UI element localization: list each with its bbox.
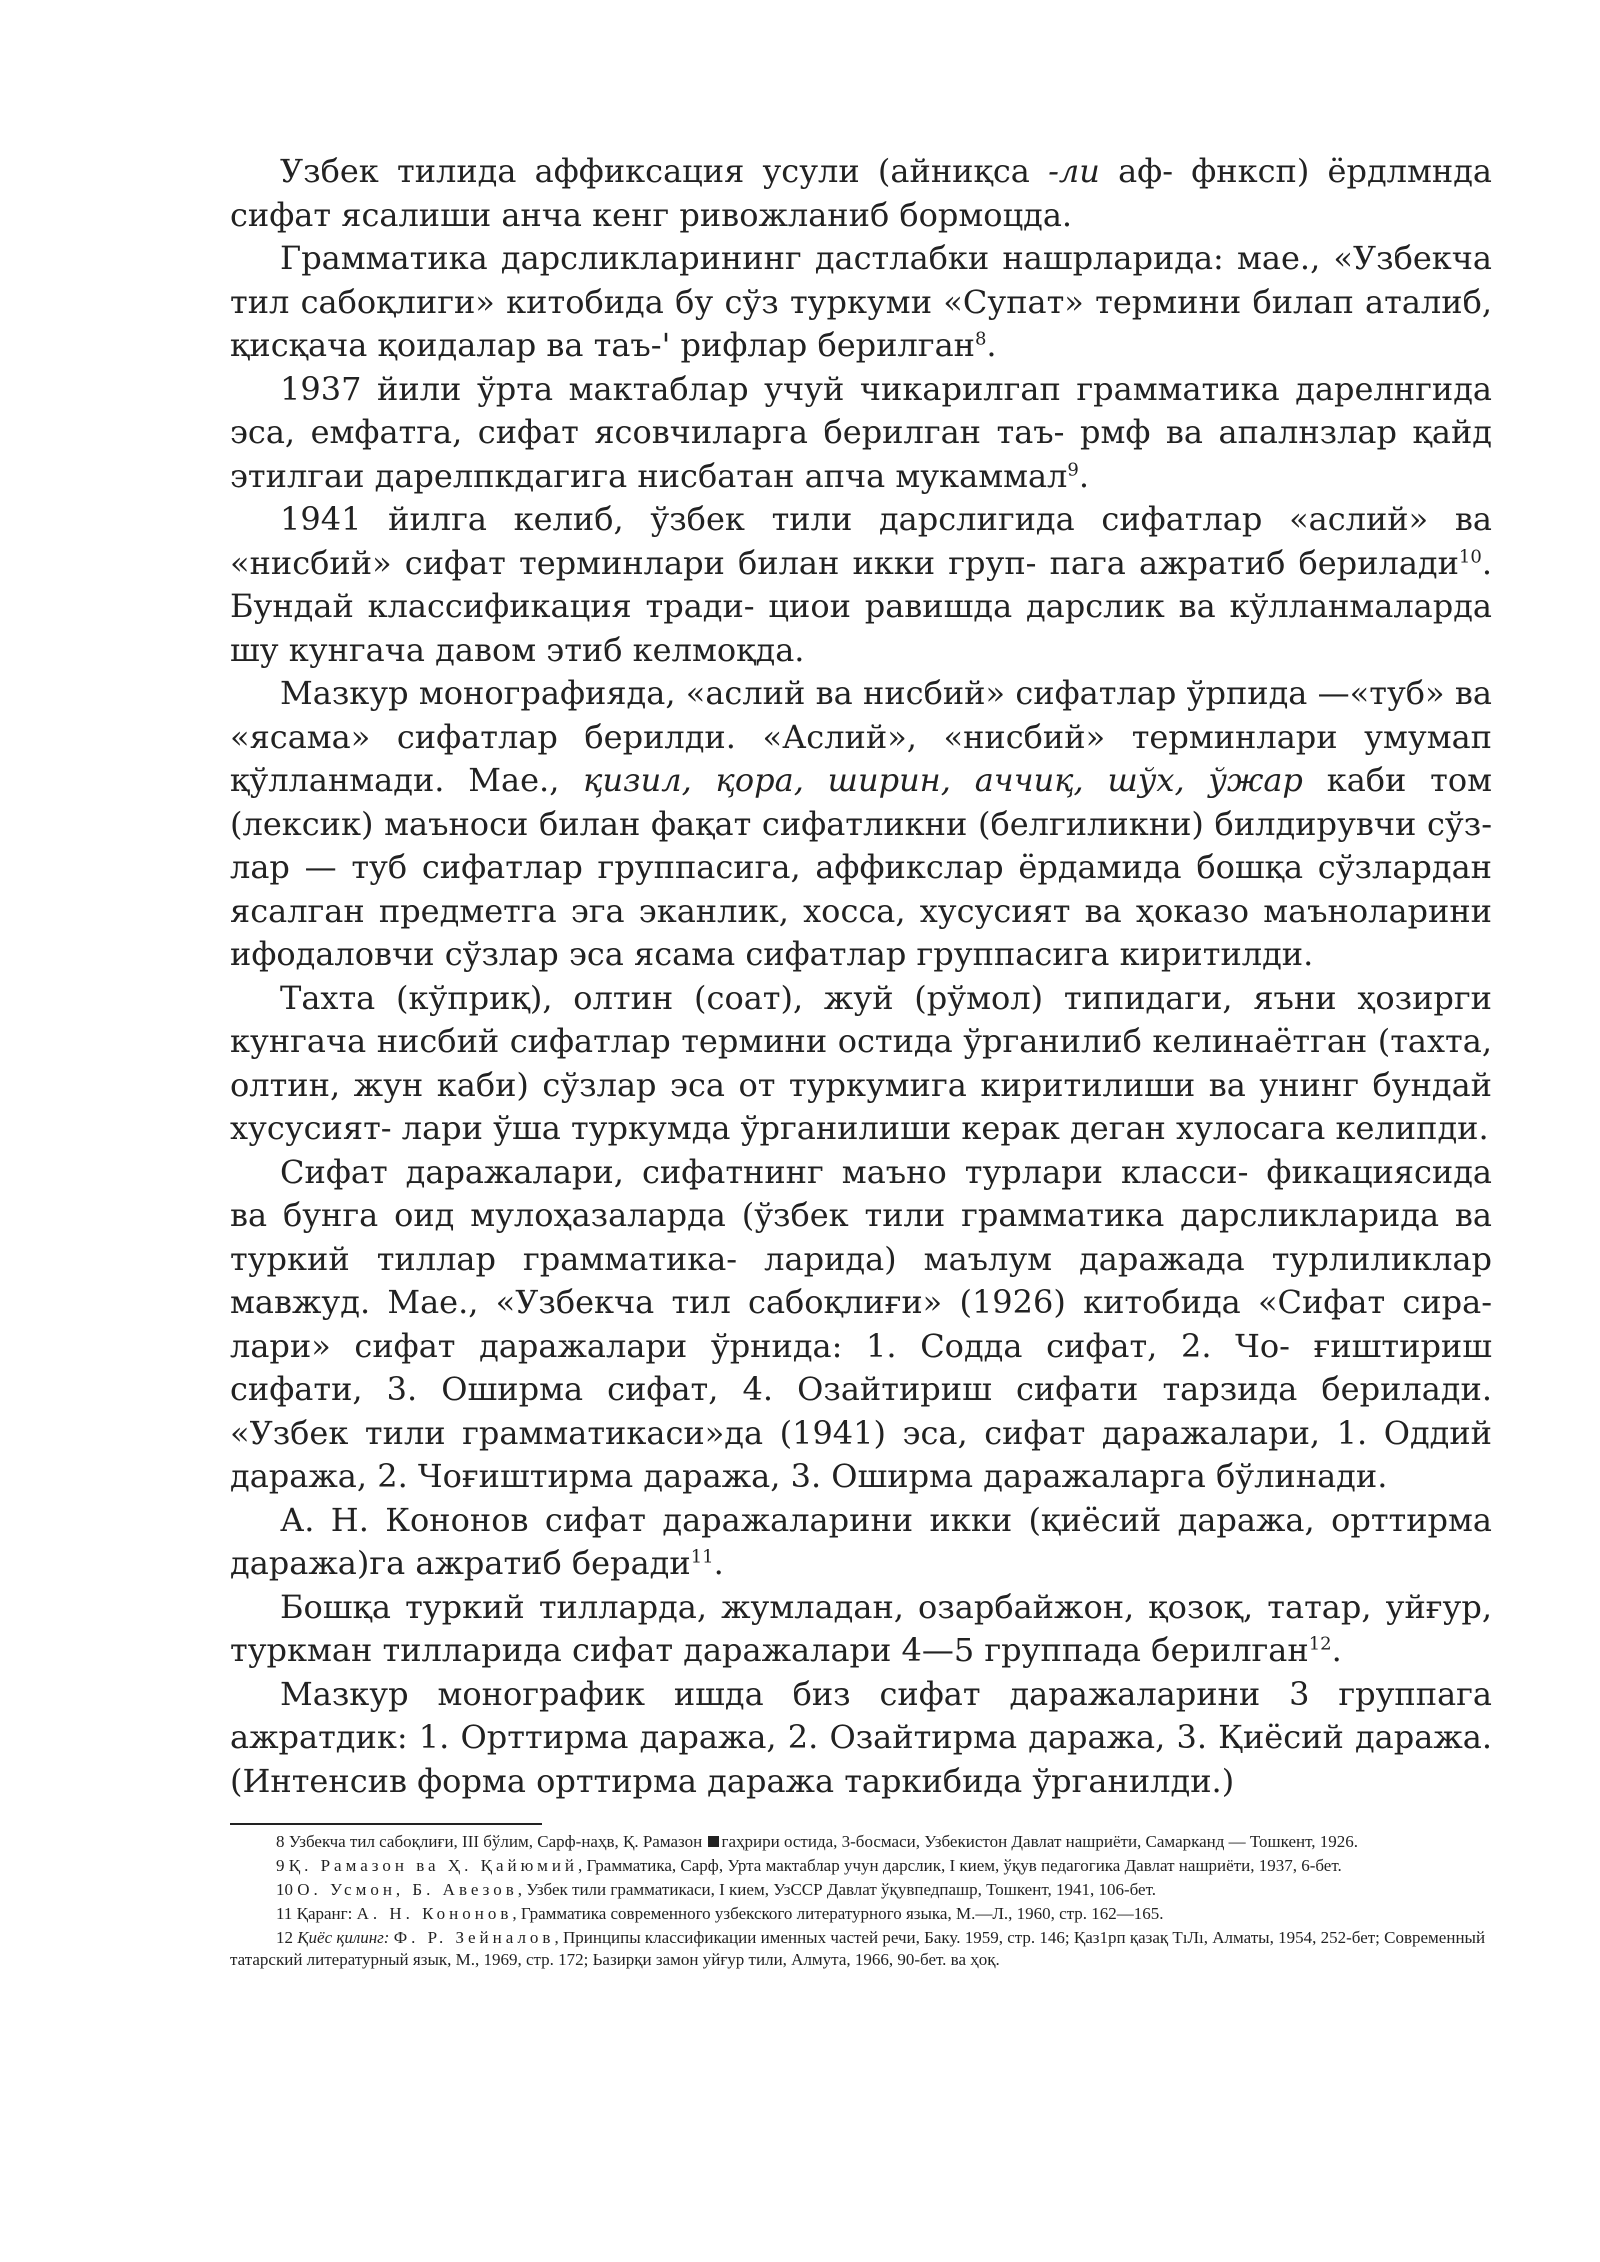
text-span: . Бундай классификация тради- циои равишда дарслик ва кўлланмаларда шу кунгача давом этиб келмоқда. (230, 543, 1492, 669)
spaced-author-name: О. Усмон, Б. Авезов (297, 1880, 518, 1899)
italic-span: -ли (1048, 152, 1100, 190)
text-span: , Принципы классификации именных частей речи, Баку. 1959, стр. 146; Қаз1рп қазақ ТıЛı, Алматы, 1954, 252-бет; Современный татарский литературный язык, М., 1969, стр. 172; Ьазирқи замон уйғур тили, Алмута, 1966, 90-бет. ва ҳоқ. (230, 1928, 1486, 1969)
text-span: Тахта (кўприқ), олтин (соат), жуй (рўмол) типидаги, яъни ҳозирги кунгача нисбий сифатлар термини остида ўрганилиб келинаётган (тахта, олтин, жун каби) сўзлар эса от туркумига киритилиши ва унинг бундай хусусият- лари ўша туркумда ўрганилиши керак деган хулосага келипди. (230, 978, 1492, 1147)
paragraph (230, 977, 1492, 1151)
paragraph (230, 237, 1492, 368)
text-span: 1941 йилга келиб, ўзбек тили дарслигида сифатлар «аслий» ва «нисбий» сифат терминлари билан икки груп- пага ажратиб берилади (230, 500, 1492, 582)
footnote-ref: 11 (690, 1546, 714, 1568)
text-span: . (1078, 456, 1089, 495)
text-span: аф- фнксп) ёрдлмнда сифат ясалиши анча кенг ривожланиб бормоцда. (230, 152, 1493, 234)
paragraph (230, 1151, 1492, 1499)
text-span: каби том (лексик) маъноси билан фақат сифатликни (белгиликни) билдирувчи сўз- лар — туб сифатлар группасига, аффикслар ёрдамида бошқа сўзлардан ясалган предметга эга эканлик, хосса, хусусият ва ҳоказо маъноларини ифодаловчи сўзлар эса ясама сифатлар группасига киритилди. (230, 761, 1493, 973)
text-span: 9 (276, 1856, 289, 1875)
paragraph (230, 1673, 1492, 1804)
footnote-separator (230, 1823, 542, 1825)
text-span: 12 (276, 1928, 298, 1947)
footnotes (230, 1831, 1492, 1971)
text-span: Бошқа туркий тилларда, жумладан, озарбайжон, қозоқ, татар, уйғур, туркман тилларида сифат даражалари 4—5 группада берилган (230, 1587, 1492, 1669)
text-span: . (1331, 1631, 1342, 1669)
italic-span: қизил, қора, ширин, аччиқ, шўх, ўжар (583, 761, 1303, 799)
text-span: Мазкур монографияда, «аслий ва нисбий» сифатлар ўрпида —«туб» ва «ясама» сифатлар берилди. «Аслий», «нисбий» терминлари умумап қўлланмади. Мае., (230, 674, 1492, 799)
text-span: . (713, 1544, 724, 1582)
footnote (230, 1927, 1492, 1971)
paragraph (230, 368, 1492, 499)
text-span: 8 Узбекча тил сабоқлиғи, III бўлим, Сарф-наҳв, Қ. Рамазон (276, 1832, 707, 1851)
text-span: А. Н. Кононов сифат даражаларини икки (қиёсий даража, орттирма даража)га ажратиб беради (230, 1500, 1492, 1582)
text-span: Узбек тилида аффиксация усули (айниқса (280, 152, 1049, 190)
text-span: гаҳрири остида, 3-босмаси, Узбекистон Давлат нашриёти, Самарканд — Тошкент, 1926. (721, 1832, 1358, 1851)
text-span: Сифат даражалари, сифатнинг маъно турлари класси- фикациясида ва бунга оид мулоҳазаларда (ўзбек тили грамматика дарсликларида ва туркий тиллар грамматика- ларида) маълум даражада турлиликлар мавжуд. Мае., «Узбекча тил сабоқлиғи» (1926) китобида «Сифат сира- лари» сифат даражалари ўрнида: 1. Содда сифат, 2. Чо- ғиштириш сифати, 3. Оширма сифат, 4. Озайтириш сифати тарзида берилади. «Узбек тили грамматикаси»да (1941) эса, сифат даражалари, 1. Оддий даража, 2. Чоғиштирма даража, 3. Оширма даражаларга бўлинади. (230, 1152, 1492, 1495)
footnote (230, 1879, 1492, 1901)
text-span: , Узбек тили грамматикаси, I кием, УзССР Давлат ўқувпедпашр, Тошкент, 1941, 106-бет. (517, 1880, 1157, 1899)
footnote-ref: 10 (1458, 545, 1482, 567)
body-text (230, 150, 1492, 1803)
text-span: 10 (276, 1880, 298, 1899)
text-span: . (986, 326, 997, 364)
footnote (230, 1855, 1492, 1877)
footnote-ref: 9 (1067, 458, 1079, 480)
spaced-author-name: Қ. Рамазон ва Ҳ. Қайюмий (288, 1856, 579, 1875)
text-span: , Грамматика современного узбекского литературного языка, М.—Л., 1960, стр. 162—165. (512, 1904, 1164, 1923)
spaced-author-name: А. Н. Кононов (356, 1904, 513, 1923)
paragraph (230, 1499, 1492, 1586)
italic-span: Қиёс қилинг: (297, 1928, 390, 1947)
footnote-ref: 12 (1308, 1633, 1332, 1655)
paragraph (230, 150, 1492, 237)
footnote (230, 1831, 1492, 1853)
footnote (230, 1903, 1492, 1925)
square-mark (708, 1836, 719, 1847)
footnote-ref: 8 (974, 328, 987, 350)
paragraph (230, 672, 1492, 977)
document-page (230, 150, 1492, 1973)
text-span: , Грамматика, Сарф, Урта мактаблар учун дарслик, I кием, ўқув педагогика Давлат нашриёти, 1937, 6-бет. (578, 1856, 1342, 1875)
text-span: Мазкур монографик ишда биз сифат даражаларини 3 группага ажратдик: 1. Орттирма даража, 2. Озайтирма даража, 3. Қиёсий даража. (Интенсив форма орттирма даража таркибида ўрганилди.) (230, 1674, 1492, 1800)
paragraph (230, 498, 1492, 672)
text-span: 1937 йили ўрта мактаблар учуй чикарилгап грамматика дарелнгида эса, емфатга, сифат ясовчиларга берилган таъ- рмф ва апалнзлар қайд этилгаи дарелпкдагига нисбатан апча мукаммал (230, 369, 1492, 495)
paragraph (230, 1586, 1492, 1673)
text-span: 11 Қаранг: (276, 1904, 357, 1923)
text-span: Грамматика дарсликларининг дастлабки нашрларида: мае., «Узбекча тил сабоқлиги» китобида бу сўз туркуми «Супат» термини билап аталиб, қисқача қоидалар ва таъ-' рифлар берилган (230, 239, 1492, 364)
spaced-author-name: Ф. Р. Зейналов (393, 1928, 555, 1947)
